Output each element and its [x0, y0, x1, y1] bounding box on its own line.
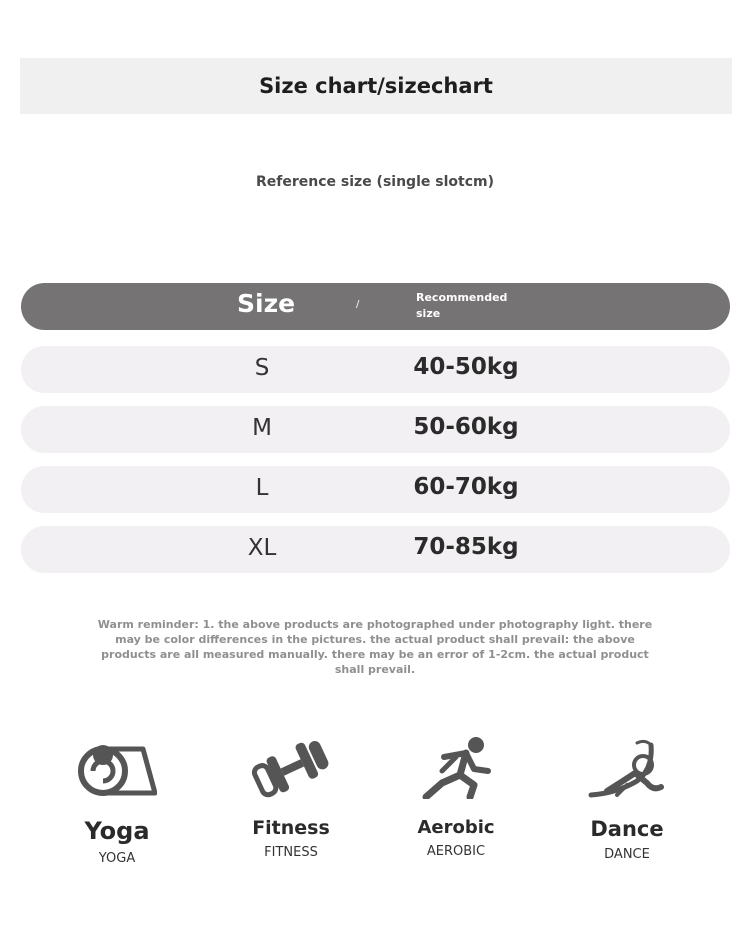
weight-range: 70-85kg	[413, 534, 519, 560]
activity-subtitle: FITNESS	[264, 845, 318, 860]
weight-range: 50-60kg	[413, 414, 519, 440]
activity-subtitle: DANCE	[604, 847, 650, 862]
activity-dance	[552, 735, 702, 862]
activity-subtitle: AEROBIC	[426, 844, 486, 859]
size-row-s	[21, 346, 730, 393]
size-table-header	[21, 283, 730, 330]
runner-icon	[416, 735, 496, 799]
activity-yoga	[42, 735, 192, 866]
size-label: L	[255, 475, 269, 501]
size-row-xl	[21, 526, 730, 573]
size-row-m	[21, 406, 730, 453]
page-title: Size chart/sizechart	[259, 74, 493, 98]
activity-subtitle: YOGA	[98, 851, 136, 866]
size-row-l	[21, 466, 730, 513]
activity-aerobic	[381, 735, 531, 859]
activity-name: Aerobic	[417, 817, 495, 838]
size-label: XL	[247, 535, 277, 561]
reference-size-subtitle: Reference size (single slotcm)	[256, 174, 494, 190]
title-bar	[20, 58, 732, 114]
size-column-header: Size	[237, 289, 296, 318]
dancer-icon	[587, 735, 667, 799]
yoga-mat-icon	[77, 735, 157, 799]
warm-reminder-note: Warm reminder: 1. the above products are photographed under photography light. there may be color differences in the pictures. the actual product shall prevail: the above products are all measured manually. there may be an error of 1-2cm. the actual product shall prevail.	[97, 618, 653, 676]
activity-name: Dance	[590, 817, 664, 841]
weight-range: 60-70kg	[413, 474, 519, 500]
activity-name: Yoga	[84, 817, 150, 845]
header-separator: /	[356, 299, 360, 310]
dumbbell-icon	[251, 735, 331, 799]
recommended-size-column-header: Recommended size	[416, 291, 508, 320]
size-label: M	[252, 415, 272, 441]
size-label: S	[254, 355, 270, 381]
activity-fitness	[216, 735, 366, 860]
weight-range: 40-50kg	[413, 354, 519, 380]
activity-name: Fitness	[252, 817, 330, 839]
